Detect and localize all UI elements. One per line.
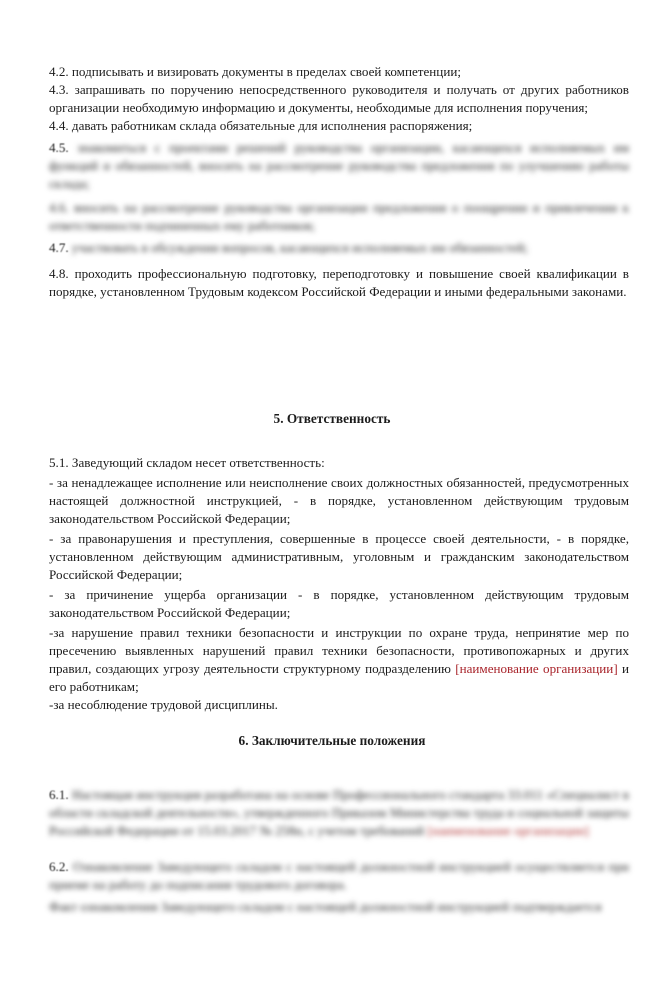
responsibility-item-3: - за причинение ущерба организации - в порядке, установленном действующим трудовым законодательством Российской Федерации;: [49, 587, 629, 620]
paragraph-5-1: 5.1. Заведующий складом несет ответственность:: [49, 455, 325, 470]
paragraph-4-5-text: знакомиться с проектами решений руководства организации, касающихся исполняемых им функций и обязанностей, вносить на рассмотрение руководства предложения по улучшению работы склада;: [49, 140, 629, 191]
paragraph-4-3: 4.3. запрашивать по поручению непосредственного руководителя и получать от других работников организации необходимую информацию и документы, необходимые для исполнения поручения;: [49, 82, 629, 115]
paragraph-4-5-number: 4.5.: [49, 140, 69, 155]
paragraph-6-2-number: 6.2.: [49, 859, 69, 874]
paragraph-6-2-text: Ознакомление Заведующего складом с настоящей должностной инструкцией осуществляется при приеме на работу до подписания трудового договора.: [49, 859, 629, 892]
responsibility-item-4-text: -за нарушение правил техники безопасности и инструкции по охране труда, непринятие мер по пресечению выявленных нарушений правил техники безопасности, противопожарных и других правил, создающих угрозу деятельности структурному подразделению: [49, 625, 629, 676]
paragraph-4-5: [49, 139, 629, 193]
paragraph-6-1-body: Настоящая инструкция разработана на основе Профессионального стандарта 33.011 «Специалист в области складской деятельности», утвержденного Приказом Министерства труда и социальной защиты Российской Федерации от 15.03.2017 № 258н, с учетом требований: [49, 787, 629, 838]
responsibility-item-2: - за правонарушения и преступления, совершенные в процессе своей деятельности, - в порядке, установленном действующим административным, уголовным и гражданским законодательством Российской Федерации;: [49, 531, 629, 582]
responsibility-item-1: - за ненадлежащее исполнение или неисполнение своих должностных обязанностей, предусмотренных настоящей должностной инструкцией, - в порядке, установленном действующим трудовым законодательством Российской Федерации;: [49, 475, 629, 526]
paragraph-4-6: 4.6. вносить на рассмотрение руководства организации предложения о поощрении и привлечении к ответственности подчиненных ему работников;: [49, 200, 629, 233]
paragraph-4-7-text: участвовать в обсуждении вопросов, касающихся исполняемых им обязанностей;: [71, 240, 528, 255]
section-6-heading: 6. Заключительные положения: [238, 733, 426, 748]
responsibility-item-5: -за несоблюдение трудовой дисциплины.: [49, 697, 278, 712]
paragraph-4-7-number: 4.7.: [49, 240, 69, 255]
paragraph-4-8: 4.8. проходить профессиональную подготовку, переподготовку и повышение своей квалификации в порядке, установленном Трудовым кодексом Российской Федерации и иными федеральными законами.: [49, 266, 629, 299]
section-6-block: [49, 786, 629, 916]
responsibility-item-4: [49, 624, 629, 696]
section-5-block: [49, 454, 629, 714]
paragraph-6-2-continued: Факт ознакомления Заведующего складом с настоящей должностной инструкцией подтверждается: [49, 899, 602, 914]
paragraph-4-4: 4.4. давать работникам склада обязательные для исполнения распоряжения;: [49, 118, 473, 133]
section-5-heading: 5. Ответственность: [273, 411, 391, 426]
paragraph-4-2: 4.2. подписывать и визировать документы в пределах своей компетенции;: [49, 64, 461, 79]
paragraph-4-7: [49, 239, 629, 257]
section-4-block: [49, 63, 629, 301]
organization-placeholder: [наименование организации]: [455, 661, 618, 676]
paragraph-6-1-organization: [наименование организации]: [427, 823, 589, 838]
paragraph-6-2: [49, 858, 629, 894]
responsibility-item-4-end: и его работникам;: [49, 661, 630, 694]
paragraph-6-1-number: 6.1.: [49, 787, 69, 802]
paragraph-6-1: [49, 786, 629, 840]
paragraph-6-1-text: [49, 787, 629, 838]
